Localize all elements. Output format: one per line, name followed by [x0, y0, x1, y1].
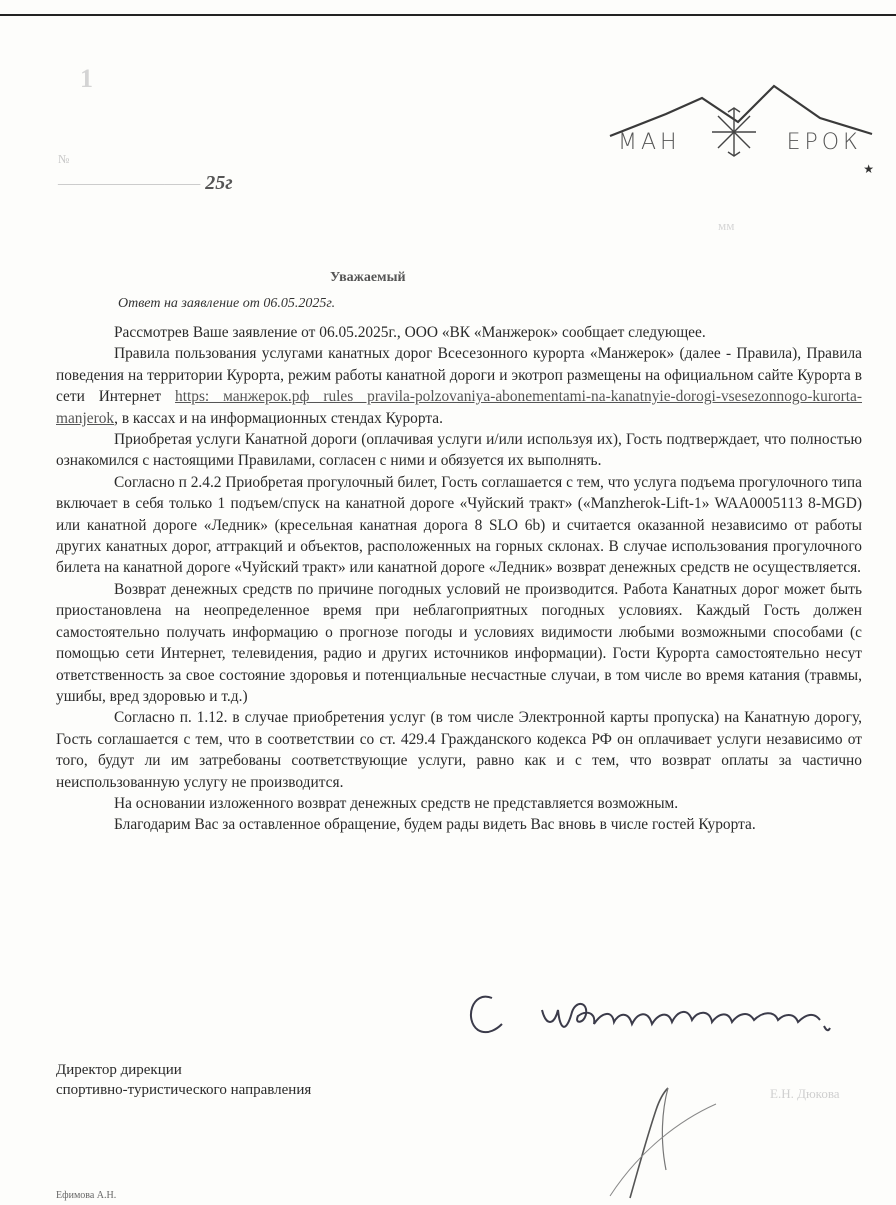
- logo-text-left: МАН: [618, 130, 681, 155]
- logo-wordmark: [618, 130, 868, 155]
- handwritten-closing: [462, 980, 862, 1050]
- ghost-date: ———————— 25г: [58, 172, 233, 194]
- ghost-number: 1: [80, 64, 93, 93]
- closing-handwriting: [462, 980, 862, 1050]
- manzherok-logo: [606, 78, 876, 188]
- paragraph-walking-ticket: Согласно п 2.4.2 Приобретая прогулочный билет, Гость соглашается с тем, что услуга подъема прогулочного типа включает в себя только 1 подъем/спуск на канатной дороге «Чуйский тракт» («Manzherok-Lift-1» WAA0005113 8-MGD) или канатной дороге «Ледник» (кресельная канатная дорога 8 SLO 6b) и считается оказанной независимо от работы других канатных дорог, аттракций и объектов, расположенных на горных склонах. В случае использования прогулочного билета на канатной дороге «Чуйский тракт» или канатной дороге «Ледник» возврат денежных средств не осуществляется.: [56, 473, 862, 577]
- ghost-right-text: мм: [718, 218, 735, 233]
- subject-line: Ответ на заявление от 06.05.2025г.: [118, 296, 336, 311]
- paragraph-conclusion: На основании изложенного возврат денежных средств не представляется возможным.: [114, 794, 679, 812]
- signature-stroke: [590, 1080, 730, 1200]
- rules-text-after: , в кассах и на информационных стендах Курорта.: [114, 409, 443, 427]
- top-border-line: [0, 14, 896, 16]
- signer-position: [56, 1060, 311, 1100]
- paragraph-intro: Рассмотрев Ваше заявление от 06.05.2025г., ООО «ВК «Манжерок» сообщает следующее.: [114, 324, 706, 341]
- paragraph-rules: [56, 343, 862, 429]
- executor-note: Ефимова А.Н.: [56, 1190, 117, 1201]
- paragraph-weather: Возврат денежных средств по причине погодных условий не производится. Работа Канатных дорог может быть приостановлена на неопределенное время при неблагоприятных погодных условиях. Каждый Гость должен самостоятельно получать информацию о прогнозе погоды и условиях видимости любыми возможными способами (с помощью сети Интернет, телевидения, радио и других источников информации). Гости Курорта самостоятельно несут ответственность за свое состояние здоровья и потенциальные несчастные случаи, в том числе во время катания (травмы, ушибы, вред здоровью и т.д.): [56, 580, 862, 705]
- star-icon: ★: [863, 162, 874, 176]
- position-line-2: спортивно-туристического направления: [56, 1082, 312, 1098]
- rules-link[interactable]: https: манжерок.рф rules pravila-polzovaniya-abonementami-na-kanatnyie-dorogi-vsesezonnogo-kurorta-manjerok: [56, 388, 862, 427]
- salutation: Уважаемый: [330, 270, 406, 285]
- logo-text-right: ЕРОК: [786, 130, 862, 155]
- paragraph-payment: Согласно п. 1.12. в случае приобретения услуг (в том числе Электронной карты пропуска) на Канатную дорогу, Гость соглашается с тем, что в соответствии со ст. 429.4 Гражданского кодекса РФ он оплачивает услуги независимо от того, будут ли им затребованы соответствующие услуги, равно как и с тем, что возврат оплаты за частично неиспользованную услугу не производится.: [56, 709, 862, 791]
- signer-name: Е.Н. Дюкова: [770, 1086, 840, 1101]
- rules-text: Правила пользования услугами канатных дорог Всесезонного курорта «Манжерок» (далее - Правила), Правила поведения на территории Курорта, режим работы канатной дороги и экотроп размещены на официальном сайте Курорта в сети Интернет: [56, 345, 862, 406]
- signature: [590, 1080, 730, 1200]
- paragraph-acceptance: Приобретая услуги Канатной дороги (оплачивая услуги и/или используя их), Гость подтверждает, что полностью ознакомился с настоящими Правилами, согласен с ними и обязуется их выполнять.: [56, 431, 862, 470]
- ghost-date-suffix: 25г: [205, 172, 233, 194]
- letter-body: [56, 322, 862, 836]
- position-line-1: Директор дирекции: [56, 1062, 182, 1078]
- ghost-reference: №: [58, 152, 70, 166]
- paragraph-thanks: Благодарим Вас за оставленное обращение, будем рады видеть Вас вновь в числе гостей Курорта.: [114, 816, 756, 834]
